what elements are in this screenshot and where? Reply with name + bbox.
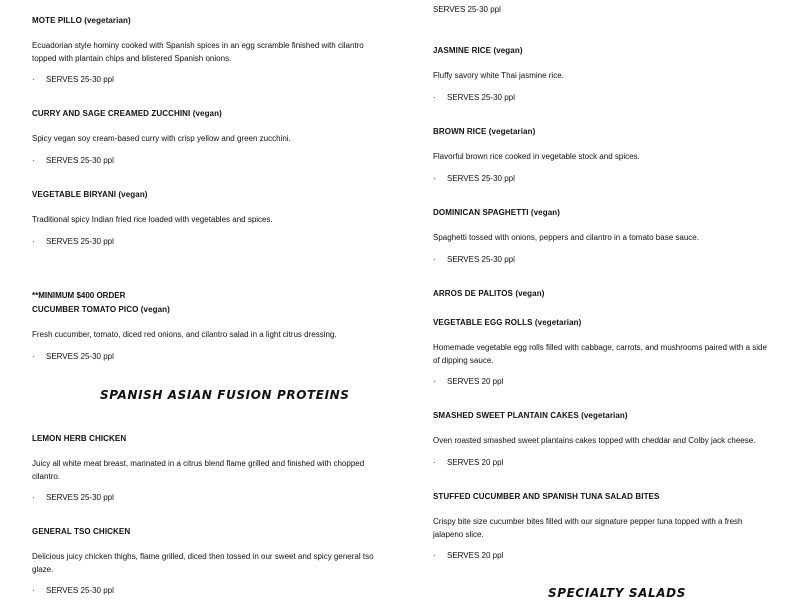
menu-item bbox=[433, 316, 768, 388]
menu-item bbox=[433, 287, 768, 300]
item-serves: · SERVES 25-30 ppl bbox=[433, 173, 515, 183]
item-title: SMASHED SWEET PLANTAIN CAKES (vegetarian) bbox=[433, 411, 628, 420]
menu-item bbox=[32, 188, 377, 248]
menu-item bbox=[32, 289, 377, 363]
item-title: VEGETABLE EGG ROLLS (vegetarian) bbox=[433, 318, 582, 327]
item-serves: · SERVES 20 ppl bbox=[433, 377, 504, 386]
item-title: GENERAL TSO CHICKEN bbox=[32, 527, 131, 536]
item-serves: · SERVES 20 ppl bbox=[433, 457, 504, 467]
item-serves: · SERVES 20 ppl bbox=[433, 551, 504, 560]
menu-item bbox=[433, 206, 768, 266]
item-serves: · SERVES 25-30 ppl bbox=[32, 351, 114, 361]
item-description: Fluffy savory white Thai jasmine rice. bbox=[433, 71, 564, 80]
item-description: Fresh cucumber, tomato, diced red onions, and cilantro salad in a light citrus dressing. bbox=[32, 330, 337, 339]
item-title: JASMINE RICE (vegan) bbox=[433, 46, 523, 55]
item-description: Oven roasted smashed sweet plantains cakes topped with cheddar and Colby jack cheese. bbox=[433, 436, 756, 445]
item-title: BROWN RICE (vegetarian) bbox=[433, 127, 536, 136]
item-serves: · SERVES 25-30 ppl bbox=[433, 254, 515, 264]
item-description: Spaghetti tossed with onions, peppers and cilantro in a tomato base sauce. bbox=[433, 233, 699, 242]
item-title: DOMINICAN SPAGHETTI (vegan) bbox=[433, 208, 561, 217]
menu-item bbox=[433, 125, 768, 185]
item-title: MOTE PILLO (vegetarian) bbox=[32, 16, 131, 25]
item-title: VEGETABLE BIRYANI (vegan) bbox=[32, 190, 148, 199]
item-description: Delicious juicy chicken thighs, flame grilled, diced then tossed in our sweet and spicy general tso glaze. bbox=[32, 552, 374, 574]
item-serves: · SERVES 25-30 ppl bbox=[32, 155, 114, 165]
item-title: STUFFED CUCUMBER AND SPANISH TUNA SALAD BITES bbox=[433, 492, 660, 501]
item-title: CURRY AND SAGE CREAMED ZUCCHINI (vegan) bbox=[32, 109, 222, 118]
menu-item bbox=[433, 44, 768, 104]
item-description: Crispy bite size cucumber bites filled with our signature pepper tuna topped with a fresh jalapeno slice. bbox=[433, 517, 743, 539]
menu-item bbox=[433, 409, 768, 469]
item-description: Traditional spicy Indian fried rice loaded with vegetables and spices. bbox=[32, 215, 273, 224]
item-title: LEMON HERB CHICKEN bbox=[32, 434, 127, 443]
menu-item bbox=[32, 525, 377, 597]
continued-serves bbox=[433, 4, 768, 16]
item-title: ARROS DE PALITOS (vegan) bbox=[433, 289, 545, 298]
section-heading-proteins: SPANISH ASIAN FUSION PROTEINS bbox=[100, 388, 350, 402]
item-serves: · SERVES 25-30 ppl bbox=[32, 493, 114, 502]
item-serves: · SERVES 25-30 ppl bbox=[32, 586, 114, 595]
item-title: CUCUMBER TOMATO PICO (vegan) bbox=[32, 305, 170, 314]
minimum-order-notice: **MINIMUM $400 ORDER bbox=[32, 291, 126, 300]
item-description: Spicy vegan soy cream-based curry with crisp yellow and green zucchini. bbox=[32, 134, 291, 143]
item-serves: · SERVES 25-30 ppl bbox=[433, 92, 515, 102]
menu-item bbox=[32, 107, 377, 167]
item-description: Flavorful brown rice cooked in vegetable stock and spices. bbox=[433, 152, 640, 161]
menu-item bbox=[32, 432, 377, 504]
item-description: Juicy all white meat breast, marinated in a citrus blend flame grilled and finished with chopped cilantro. bbox=[32, 459, 365, 481]
item-serves: · SERVES 25-30 ppl bbox=[32, 236, 114, 246]
item-description: Homemade vegetable egg rolls filled with cabbage, carrots, and mushrooms paired with a side of dipping sauce. bbox=[433, 343, 767, 365]
item-serves: SERVES 25-30 ppl bbox=[433, 5, 501, 14]
item-description: Ecuadorian style hominy cooked with Spanish spices in an egg scramble finished with cilantro topped with plantain chips and blistered Spanish onions. bbox=[32, 41, 364, 63]
item-serves: · SERVES 25-30 ppl bbox=[32, 75, 114, 84]
menu-item bbox=[433, 490, 768, 562]
menu-item bbox=[32, 14, 377, 86]
section-heading-salads: SPECIALTY SALADS bbox=[548, 586, 686, 600]
